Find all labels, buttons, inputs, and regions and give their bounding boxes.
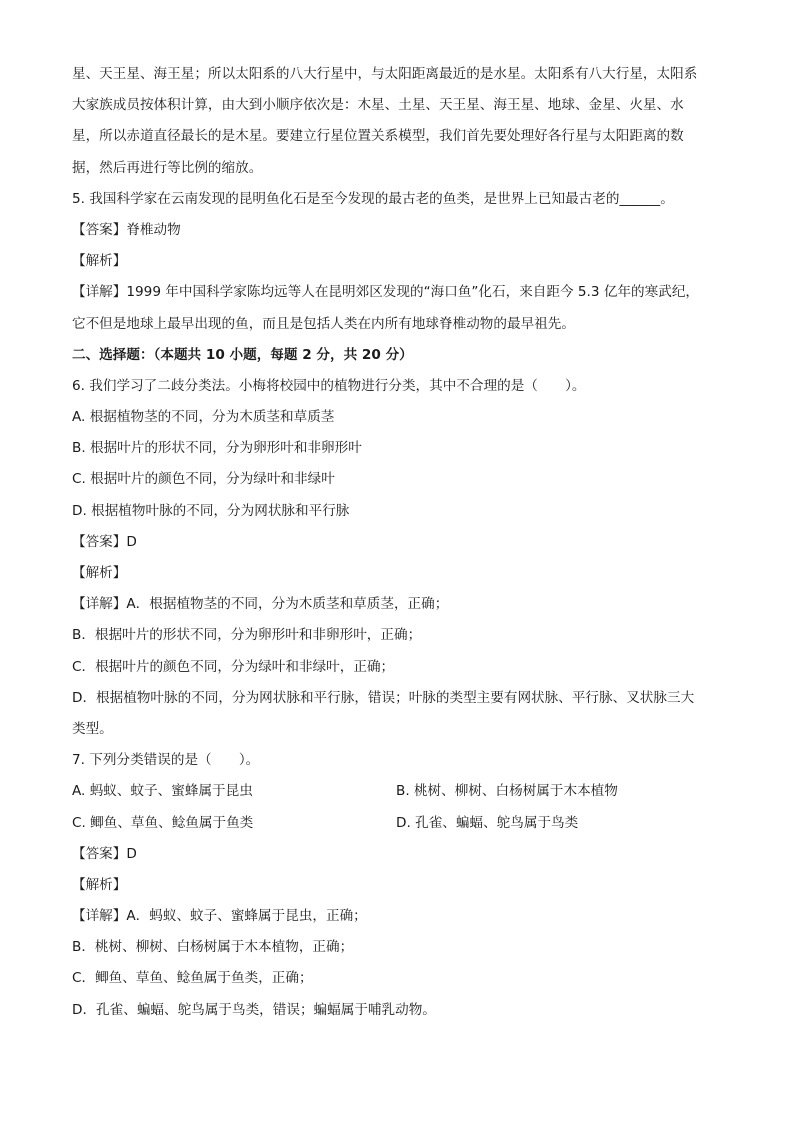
q7-options-row-1 [72, 781, 722, 801]
section-heading: 二、选择题：（本题共 10 小题，每题 2 分，共 20 分） [72, 346, 413, 363]
q7-detail-line-4: D．孔雀、蝙蝠、鸵鸟属于鸟类，错误；蝙蝠属于哺乳动物。 [72, 1001, 436, 1018]
q7-detail-line-2: B．桃树、柳树、白杨树属于木本植物，正确； [72, 939, 354, 956]
q6-analysis-label: 【解析】 [72, 565, 127, 581]
q7-option-a: A. 蚂蚁、蚊子、蜜蜂属于昆虫 [72, 783, 253, 800]
q7-option-d: D. 孔雀、蝙蝠、鸵鸟属于鸟类 [396, 814, 579, 831]
q6-question: 6. 我们学习了二歧分类法。小梅将校园中的植物进行分类，其中不合理的是（ ）。 [72, 377, 586, 394]
q5-question: 5. 我国科学家在云南发现的昆明鱼化石是至今发现的最古老的鱼类，是世界上已知最古老的______。 [72, 190, 674, 207]
q6-detail-line-1: 【详解】A．根据植物茎的不同，分为木质茎和草质茎，正确； [72, 596, 449, 613]
q5-detail-line-1: 【详解】1999 年中国科学家陈均远等人在昆明郊区发现的“海口鱼”化石，来自距今 5.3 亿年的寒武纪， [72, 284, 700, 301]
q7-question: 7. 下列分类错误的是（ ）。 [72, 752, 260, 769]
q6-option-a: A. 根据植物茎的不同，分为木质茎和草质茎 [72, 409, 335, 426]
q6-option-d: D. 根据植物叶脉的不同，分为网状脉和平行脉 [72, 502, 350, 519]
q7-option-c: C. 鲫鱼、草鱼、鲶鱼属于鱼类 [72, 814, 254, 831]
q7-option-b: B. 桃树、柳树、白杨树属于木本植物 [396, 783, 618, 800]
intro-line-2: 大家族成员按体积计算，由大到小顺序依次是：木星、土星、天王星、海王星、地球、金星、火星、水 [72, 97, 684, 114]
intro-line-1: 星、天王星、海王星；所以太阳系的八大行星中，与太阳距离最近的是水星。太阳系有八大行星，太阳系 [72, 66, 698, 82]
q5-answer: 【答案】脊椎动物 [72, 221, 181, 238]
q7-detail-line-1: 【详解】A．蚂蚁、蚊子、蜜蜂属于昆虫，正确； [72, 908, 367, 925]
q6-detail-line-2: B．根据叶片的形状不同，分为卵形叶和非卵形叶，正确； [72, 627, 422, 644]
q6-detail-line-4: D．根据植物叶脉的不同，分为网状脉和平行脉，错误；叶脉的类型主要有网状脉、平行脉、叉状脉三大 [72, 689, 695, 706]
document-page [72, 64, 722, 1031]
q6-detail-line-5: 类型。 [72, 720, 113, 737]
q7-options-row-2 [72, 813, 722, 833]
q6-answer: 【答案】D [72, 533, 137, 550]
q5-analysis-label: 【解析】 [72, 253, 127, 270]
q5-detail-line-2: 它不但是地球上最早出现的鱼，而且是包括人类在内所有地球脊椎动物的最早祖先。 [72, 315, 575, 332]
q6-option-c: C. 根据叶片的颜色不同，分为绿叶和非绿叶 [72, 471, 335, 488]
q7-analysis-label: 【解析】 [72, 876, 127, 893]
q7-answer: 【答案】D [72, 845, 137, 862]
q6-detail-line-3: C．根据叶片的颜色不同，分为绿叶和非绿叶，正确； [72, 658, 395, 675]
q7-detail-line-3: C．鲫鱼、草鱼、鲶鱼属于鱼类，正确； [72, 970, 313, 987]
intro-line-3: 星，所以赤道直径最长的是木星。要建立行星位置关系模型，我们首先要处理好各行星与太阳距离的数 [72, 128, 684, 145]
intro-line-4: 据，然后再进行等比例的缩放。 [72, 159, 263, 176]
q6-option-b: B. 根据叶片的形状不同，分为卵形叶和非卵形叶 [72, 440, 362, 457]
